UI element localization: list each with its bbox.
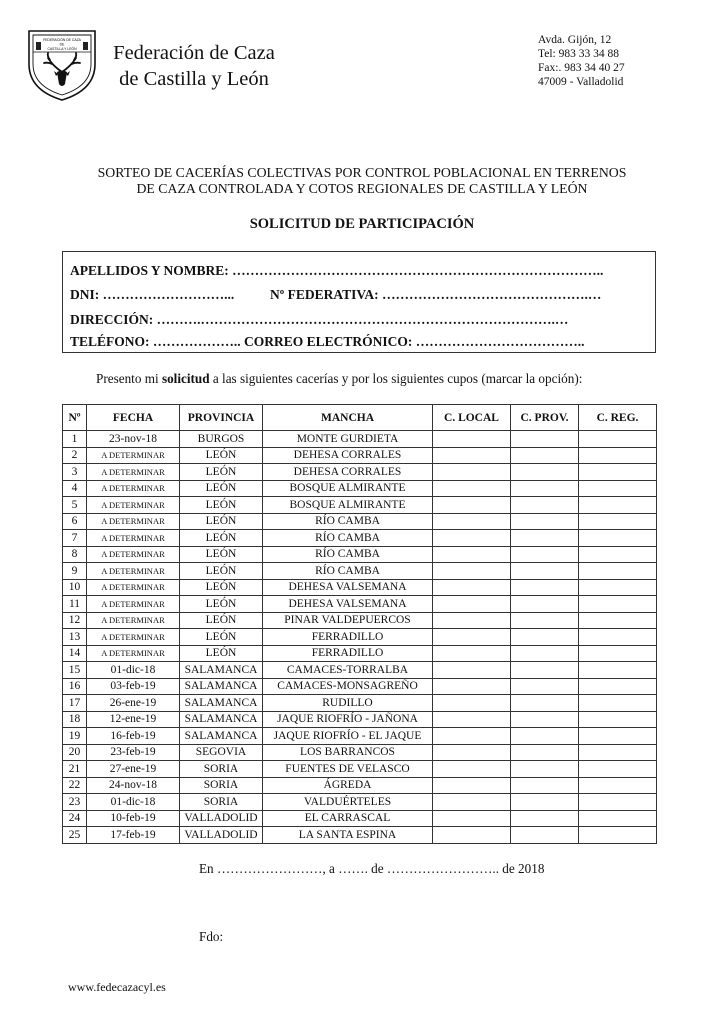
local-quota-checkbox[interactable] [433, 810, 511, 827]
table-row [63, 596, 657, 613]
row-number: 4 [63, 480, 87, 497]
row-date: 10-feb-19 [87, 810, 180, 827]
local-quota-checkbox[interactable] [433, 579, 511, 596]
row-number: 23 [63, 794, 87, 811]
hunts-table-body [63, 431, 657, 844]
regional-quota-checkbox[interactable] [579, 678, 657, 695]
name-field[interactable]: APELLIDOS Y NOMBRE: ……………………………………………………………………….. [70, 263, 604, 278]
provincial-quota-checkbox[interactable] [511, 761, 579, 778]
row-province: LEÓN [180, 596, 263, 613]
regional-quota-checkbox[interactable] [579, 810, 657, 827]
local-quota-checkbox[interactable] [433, 678, 511, 695]
row-hunting-area: JAQUE RIOFRÍO - EL JAQUE [263, 728, 433, 745]
document-title [40, 165, 684, 197]
row-province: SEGOVIA [180, 744, 263, 761]
phone-email-field[interactable]: TELÉFONO: ……………….. CORREO ELECTRÓNICO: ……………………………….. [70, 334, 585, 349]
row-date: A DETERMINAR [87, 447, 180, 464]
row-date: 01-dic-18 [87, 794, 180, 811]
local-quota-checkbox[interactable] [433, 777, 511, 794]
table-row [63, 728, 657, 745]
document-title-line-1: SORTEO DE CACERÍAS COLECTIVAS POR CONTROL POBLACIONAL EN TERRENOS [97, 165, 627, 180]
row-hunting-area: FERRADILLO [263, 629, 433, 646]
table-row [63, 695, 657, 712]
row-province: SORIA [180, 777, 263, 794]
row-date: 12-ene-19 [87, 711, 180, 728]
column-header-province: PROVINCIA [180, 405, 263, 431]
row-number: 5 [63, 497, 87, 514]
local-quota-checkbox[interactable] [433, 480, 511, 497]
row-hunting-area: LA SANTA ESPINA [263, 827, 433, 844]
regional-quota-checkbox[interactable] [579, 662, 657, 679]
row-number: 19 [63, 728, 87, 745]
table-row [63, 464, 657, 481]
row-hunting-area: VALDUÉRTELES [263, 794, 433, 811]
regional-quota-checkbox[interactable] [579, 596, 657, 613]
provincial-quota-checkbox[interactable] [511, 678, 579, 695]
provincial-quota-checkbox[interactable] [511, 513, 579, 530]
local-quota-checkbox[interactable] [433, 596, 511, 613]
intro-text-bold: solicitud [161, 371, 210, 386]
provincial-quota-checkbox[interactable] [511, 480, 579, 497]
local-quota-checkbox[interactable] [433, 546, 511, 563]
regional-quota-checkbox[interactable] [579, 629, 657, 646]
provincial-quota-checkbox[interactable] [511, 794, 579, 811]
row-date: A DETERMINAR [87, 480, 180, 497]
row-date: 24-nov-18 [87, 777, 180, 794]
regional-quota-checkbox[interactable] [579, 612, 657, 629]
row-number: 8 [63, 546, 87, 563]
row-hunting-area: RÍO CAMBA [263, 563, 433, 580]
row-province: LEÓN [180, 612, 263, 629]
logo-text-3: CASTILLA Y LEÓN [47, 47, 77, 51]
organization-name-line-1: Federación de Caza [113, 42, 275, 64]
document-subtitle: SOLICITUD DE PARTICIPACIÓN [249, 216, 475, 232]
regional-quota-checkbox[interactable] [579, 497, 657, 514]
provincial-quota-checkbox[interactable] [511, 530, 579, 547]
column-header-date: FECHA [87, 405, 180, 431]
intro-text [96, 371, 582, 387]
regional-quota-checkbox[interactable] [579, 645, 657, 662]
regional-quota-checkbox[interactable] [579, 695, 657, 712]
provincial-quota-checkbox[interactable] [511, 645, 579, 662]
logo-text-1: FEDERACIÓN DE CAZA [43, 38, 81, 42]
regional-quota-checkbox[interactable] [579, 794, 657, 811]
table-row [63, 497, 657, 514]
provincial-quota-checkbox[interactable] [511, 612, 579, 629]
row-hunting-area: CAMACES-TORRALBA [263, 662, 433, 679]
row-hunting-area: DEHESA VALSEMANA [263, 596, 433, 613]
provincial-quota-checkbox[interactable] [511, 744, 579, 761]
row-hunting-area: FERRADILLO [263, 645, 433, 662]
table-row [63, 678, 657, 695]
row-province: LEÓN [180, 480, 263, 497]
row-number: 15 [63, 662, 87, 679]
provincial-quota-checkbox[interactable] [511, 563, 579, 580]
regional-quota-checkbox[interactable] [579, 579, 657, 596]
regional-quota-checkbox[interactable] [579, 761, 657, 778]
address-street: Avda. Gijón, 12 [538, 34, 612, 46]
row-hunting-area: EL CARRASCAL [263, 810, 433, 827]
intro-text-after: a las siguientes cacerías y por los siguientes cupos (marcar la opción): [209, 371, 583, 386]
regional-quota-checkbox[interactable] [579, 480, 657, 497]
row-province: SORIA [180, 761, 263, 778]
row-date: A DETERMINAR [87, 612, 180, 629]
regional-quota-checkbox[interactable] [579, 530, 657, 547]
address-city: 47009 - Valladolid [538, 76, 624, 88]
regional-quota-checkbox[interactable] [579, 728, 657, 745]
provincial-quota-checkbox[interactable] [511, 579, 579, 596]
row-number: 20 [63, 744, 87, 761]
table-row [63, 480, 657, 497]
local-quota-checkbox[interactable] [433, 497, 511, 514]
row-hunting-area: DEHESA CORRALES [263, 447, 433, 464]
intro-text-before: Presento mi [96, 371, 162, 386]
row-hunting-area: DEHESA VALSEMANA [263, 579, 433, 596]
column-header-number: Nº [63, 405, 87, 431]
row-number: 1 [63, 431, 87, 448]
row-province: LEÓN [180, 645, 263, 662]
column-header-local-quota: C. LOCAL [433, 405, 511, 431]
row-number: 21 [63, 761, 87, 778]
regional-quota-checkbox[interactable] [579, 447, 657, 464]
row-province: SALAMANCA [180, 695, 263, 712]
table-row [63, 711, 657, 728]
federative-number-field[interactable]: Nº FEDERATIVA: ……………………………………….… [270, 287, 602, 302]
regional-quota-checkbox[interactable] [579, 431, 657, 448]
provincial-quota-checkbox[interactable] [511, 810, 579, 827]
column-header-hunting-area: MANCHA [263, 405, 433, 431]
column-header-provincial-quota: C. PROV. [511, 405, 579, 431]
row-date: 16-feb-19 [87, 728, 180, 745]
row-number: 25 [63, 827, 87, 844]
row-province: VALLADOLID [180, 827, 263, 844]
table-row [63, 629, 657, 646]
row-hunting-area: RÍO CAMBA [263, 546, 433, 563]
row-province: SORIA [180, 794, 263, 811]
row-province: LEÓN [180, 497, 263, 514]
row-number: 9 [63, 563, 87, 580]
provincial-quota-checkbox[interactable] [511, 546, 579, 563]
row-province: SALAMANCA [180, 711, 263, 728]
document-title-line-2: DE CAZA CONTROLADA Y COTOS REGIONALES DE CASTILLA Y LEÓN [136, 181, 588, 196]
table-row [63, 431, 657, 448]
row-hunting-area: RUDILLO [263, 695, 433, 712]
row-hunting-area: JAQUE RIOFRÍO - JAÑONA [263, 711, 433, 728]
row-number: 13 [63, 629, 87, 646]
address-phone: Tel: 983 33 34 88 [538, 48, 619, 60]
federation-logo [26, 28, 98, 102]
provincial-quota-checkbox[interactable] [511, 662, 579, 679]
regional-quota-checkbox[interactable] [579, 464, 657, 481]
row-hunting-area: CAMACES-MONSAGREÑO [263, 678, 433, 695]
deer-shield-icon [26, 28, 98, 102]
row-province: SALAMANCA [180, 728, 263, 745]
row-date: 27-ene-19 [87, 761, 180, 778]
column-header-regional-quota: C. REG. [579, 405, 657, 431]
table-row [63, 761, 657, 778]
provincial-quota-checkbox[interactable] [511, 596, 579, 613]
local-quota-checkbox[interactable] [433, 728, 511, 745]
local-quota-checkbox[interactable] [433, 563, 511, 580]
provincial-quota-checkbox[interactable] [511, 497, 579, 514]
provincial-quota-checkbox[interactable] [511, 447, 579, 464]
row-number: 18 [63, 711, 87, 728]
dni-field[interactable]: DNI: ………………………... [70, 287, 235, 302]
provincial-quota-checkbox[interactable] [511, 431, 579, 448]
address-block [538, 33, 625, 89]
table-row [63, 827, 657, 844]
row-date: A DETERMINAR [87, 546, 180, 563]
row-province: LEÓN [180, 563, 263, 580]
row-date: A DETERMINAR [87, 629, 180, 646]
table-row [63, 513, 657, 530]
local-quota-checkbox[interactable] [433, 744, 511, 761]
row-date: A DETERMINAR [87, 645, 180, 662]
row-number: 7 [63, 530, 87, 547]
row-province: LEÓN [180, 579, 263, 596]
row-hunting-area: MONTE GURDIETA [263, 431, 433, 448]
row-number: 3 [63, 464, 87, 481]
website-link[interactable]: www.fedecazacyl.es [68, 980, 166, 994]
table-row [63, 777, 657, 794]
table-row [63, 546, 657, 563]
date-line[interactable]: En ……………………, a ……. de …………………….. de 2018 [199, 861, 545, 876]
row-hunting-area: BOSQUE ALMIRANTE [263, 480, 433, 497]
organization-name [104, 40, 284, 92]
row-date: A DETERMINAR [87, 513, 180, 530]
table-row [63, 563, 657, 580]
row-province: LEÓN [180, 513, 263, 530]
row-number: 12 [63, 612, 87, 629]
provincial-quota-checkbox[interactable] [511, 777, 579, 794]
hunts-table [62, 404, 657, 844]
local-quota-checkbox[interactable] [433, 711, 511, 728]
row-province: SALAMANCA [180, 678, 263, 695]
local-quota-checkbox[interactable] [433, 464, 511, 481]
local-quota-checkbox[interactable] [433, 794, 511, 811]
row-province: LEÓN [180, 546, 263, 563]
table-row [63, 794, 657, 811]
row-date: A DETERMINAR [87, 579, 180, 596]
row-province: LEÓN [180, 464, 263, 481]
row-province: BURGOS [180, 431, 263, 448]
local-quota-checkbox[interactable] [433, 612, 511, 629]
local-quota-checkbox[interactable] [433, 662, 511, 679]
row-hunting-area: FUENTES DE VELASCO [263, 761, 433, 778]
table-header-row [63, 405, 657, 431]
row-number: 11 [63, 596, 87, 613]
row-number: 24 [63, 810, 87, 827]
row-number: 2 [63, 447, 87, 464]
row-hunting-area: RÍO CAMBA [263, 513, 433, 530]
local-quota-checkbox[interactable] [433, 431, 511, 448]
row-hunting-area: BOSQUE ALMIRANTE [263, 497, 433, 514]
provincial-quota-checkbox[interactable] [511, 629, 579, 646]
row-number: 14 [63, 645, 87, 662]
row-province: LEÓN [180, 629, 263, 646]
local-quota-checkbox[interactable] [433, 695, 511, 712]
row-date: A DETERMINAR [87, 497, 180, 514]
regional-quota-checkbox[interactable] [579, 546, 657, 563]
row-date: 23-nov-18 [87, 431, 180, 448]
row-date: A DETERMINAR [87, 530, 180, 547]
regional-quota-checkbox[interactable] [579, 711, 657, 728]
provincial-quota-checkbox[interactable] [511, 464, 579, 481]
row-number: 16 [63, 678, 87, 695]
provincial-quota-checkbox[interactable] [511, 728, 579, 745]
row-date: 17-feb-19 [87, 827, 180, 844]
row-number: 10 [63, 579, 87, 596]
address-field[interactable]: DIRECCIÓN: ……….…………………………………………………………………….… [70, 312, 569, 327]
row-hunting-area: PINAR VALDEPUERCOS [263, 612, 433, 629]
local-quota-checkbox[interactable] [433, 447, 511, 464]
row-hunting-area: LOS BARRANCOS [263, 744, 433, 761]
row-date: 23-feb-19 [87, 744, 180, 761]
provincial-quota-checkbox[interactable] [511, 827, 579, 844]
row-hunting-area: ÁGREDA [263, 777, 433, 794]
row-date: A DETERMINAR [87, 464, 180, 481]
row-date: A DETERMINAR [87, 563, 180, 580]
regional-quota-checkbox[interactable] [579, 744, 657, 761]
logo-text-2: DE [59, 42, 65, 47]
provincial-quota-checkbox[interactable] [511, 695, 579, 712]
table-row [63, 744, 657, 761]
local-quota-checkbox[interactable] [433, 629, 511, 646]
local-quota-checkbox[interactable] [433, 761, 511, 778]
regional-quota-checkbox[interactable] [579, 513, 657, 530]
row-hunting-area: DEHESA CORRALES [263, 464, 433, 481]
regional-quota-checkbox[interactable] [579, 563, 657, 580]
row-province: LEÓN [180, 530, 263, 547]
row-number: 17 [63, 695, 87, 712]
row-number: 6 [63, 513, 87, 530]
local-quota-checkbox[interactable] [433, 513, 511, 530]
row-province: VALLADOLID [180, 810, 263, 827]
provincial-quota-checkbox[interactable] [511, 711, 579, 728]
row-date: 01-dic-18 [87, 662, 180, 679]
row-hunting-area: RÍO CAMBA [263, 530, 433, 547]
row-date: A DETERMINAR [87, 596, 180, 613]
organization-name-line-2: de Castilla y León [119, 68, 269, 90]
row-province: SALAMANCA [180, 662, 263, 679]
local-quota-checkbox[interactable] [433, 827, 511, 844]
row-province: LEÓN [180, 447, 263, 464]
table-row [63, 662, 657, 679]
regional-quota-checkbox[interactable] [579, 777, 657, 794]
local-quota-checkbox[interactable] [433, 530, 511, 547]
table-row [63, 530, 657, 547]
table-row [63, 612, 657, 629]
local-quota-checkbox[interactable] [433, 645, 511, 662]
row-date: 03-feb-19 [87, 678, 180, 695]
table-row [63, 810, 657, 827]
table-row [63, 579, 657, 596]
row-number: 22 [63, 777, 87, 794]
regional-quota-checkbox[interactable] [579, 827, 657, 844]
applicant-form-box [62, 251, 656, 353]
table-row [63, 645, 657, 662]
table-row [63, 447, 657, 464]
signature-label: Fdo: [199, 929, 224, 944]
row-date: 26-ene-19 [87, 695, 180, 712]
address-fax: Fax:. 983 34 40 27 [538, 62, 625, 74]
